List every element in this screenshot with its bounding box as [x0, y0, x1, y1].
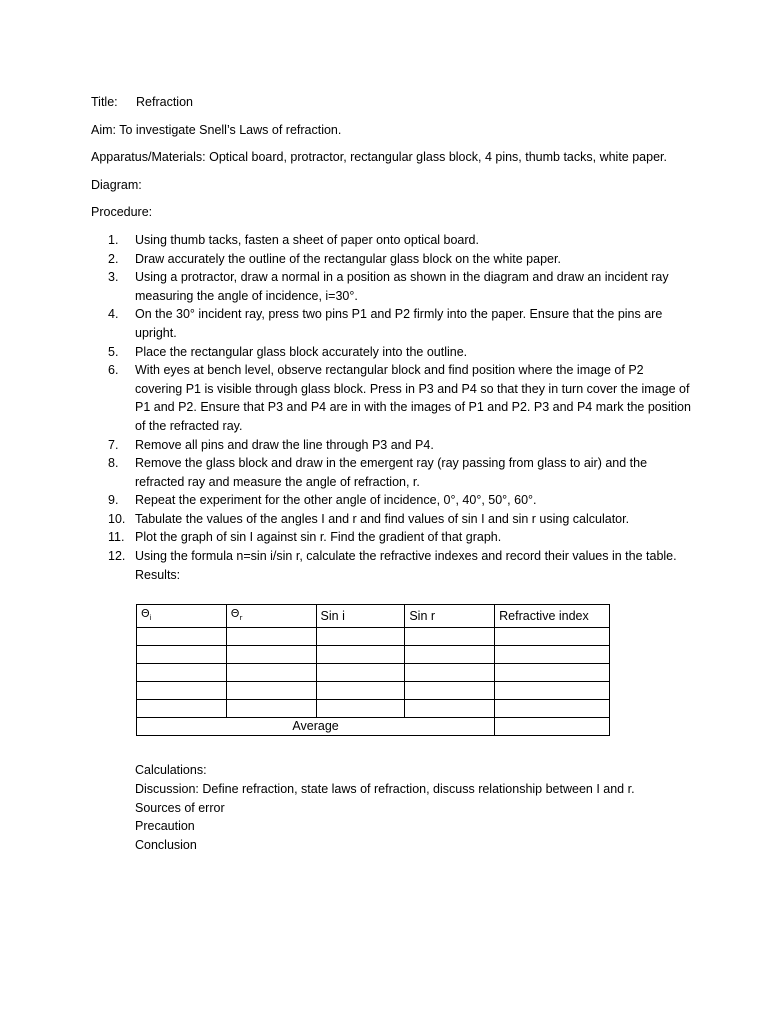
- precaution-heading: Precaution: [135, 819, 195, 834]
- title-line: [91, 93, 691, 112]
- step-text: Tabulate the values of the angles I and r and find values of sin I and sin r using calculator.: [135, 511, 630, 526]
- step-text: Remove all pins and draw the line through P3 and P4.: [135, 437, 434, 452]
- theta-subscript: i: [149, 614, 152, 623]
- step-number: 11.: [108, 530, 125, 545]
- theta-subscript: r: [239, 614, 243, 623]
- step-number: 9.: [108, 493, 119, 508]
- step-text: On the 30° incident ray, press two pins P1 and P2 firmly into the paper. Ensure that the pins are upright.: [135, 307, 663, 340]
- table-header-cell: [137, 605, 227, 628]
- table-header-cell: [226, 605, 316, 628]
- table-cell: [226, 628, 316, 646]
- step-number: 12.: [108, 549, 126, 564]
- step-text: Repeat the experiment for the other angle of incidence, 0°, 40°, 50°, 60°.: [135, 493, 537, 508]
- procedure-step: [91, 454, 691, 491]
- results-table: [136, 604, 610, 736]
- step-number: 6.: [108, 363, 119, 378]
- theta-symbol: $\Theta_i$: [141, 607, 152, 623]
- table-cell: [137, 664, 227, 682]
- table-cell: [316, 664, 405, 682]
- table-header-row: [137, 605, 610, 628]
- table-cell: [405, 646, 495, 664]
- step-text: Draw accurately the outline of the rectangular glass block on the white paper.: [135, 251, 561, 266]
- procedure-step: [91, 510, 691, 529]
- table-cell: [495, 646, 610, 664]
- diagram-heading: Diagram:: [91, 177, 142, 192]
- table-cell: [495, 664, 610, 682]
- table-cell: [226, 664, 316, 682]
- table-cell: [405, 628, 495, 646]
- table-cell: [495, 700, 610, 718]
- procedure-step: [91, 343, 691, 362]
- step-text: Remove the glass block and draw in the emergent ray (ray passing from glass to air) and the refracted ray and measure the angle of refraction, r.: [135, 456, 648, 489]
- table-cell: [316, 628, 405, 646]
- sources-of-error-heading: Sources of error: [135, 800, 225, 815]
- conclusion-heading: Conclusion: [135, 837, 197, 852]
- table-cell: [137, 682, 227, 700]
- table-row: [137, 646, 610, 664]
- table-cell: [316, 682, 405, 700]
- discussion-line: Discussion: Define refraction, state laws of refraction, discuss relationship between I and r.: [135, 782, 635, 797]
- calculations-heading: Calculations:: [135, 763, 207, 778]
- step-number: 4.: [108, 307, 119, 322]
- table-cell: [405, 664, 495, 682]
- procedure-step: [91, 268, 691, 305]
- step-number: 8.: [108, 456, 119, 471]
- title-value: Refraction: [136, 95, 193, 109]
- table-cell: [226, 700, 316, 718]
- table-header-cell: Sin r: [405, 605, 495, 628]
- document-page: [91, 93, 691, 854]
- step-number: 2.: [108, 251, 119, 266]
- table-cell: [137, 700, 227, 718]
- table-cell: [137, 628, 227, 646]
- table-row: [137, 628, 610, 646]
- table-row: [137, 700, 610, 718]
- closing-sections: [91, 761, 691, 854]
- table-cell: [137, 646, 227, 664]
- table-header-cell: Refractive index: [495, 605, 610, 628]
- average-row: [137, 718, 610, 736]
- average-value-cell: [495, 718, 610, 736]
- step-number: 5.: [108, 344, 119, 359]
- procedure-step: [91, 361, 691, 435]
- table-row: [137, 664, 610, 682]
- step-number: 1.: [108, 232, 119, 247]
- table-cell: [405, 682, 495, 700]
- procedure-heading: Procedure:: [91, 205, 153, 220]
- step-text: With eyes at bench level, observe rectangular block and find position where the image of P2 covering P1 is visible through glass block. Press in P3 and P4 so that they in turn cover the image of P1 and P2. Ensure that P3 and P4 are in with the images of P1 and P2. P3 and P4 mark the position of the refracted ray.: [135, 363, 691, 433]
- step-number: 10.: [108, 511, 126, 526]
- procedure-steps: [91, 231, 691, 566]
- step-text: Using the formula n=sin i/sin r, calculate the refractive indexes and record their values in the table.: [135, 549, 677, 564]
- results-heading: Results:: [135, 567, 181, 582]
- aim-line: Aim: To investigate Snell’s Laws of refraction.: [91, 122, 342, 137]
- procedure-step: [91, 250, 691, 269]
- table-cell: [226, 646, 316, 664]
- step-number: 7.: [108, 437, 119, 452]
- table-cell: [405, 700, 495, 718]
- title-label: Title:: [91, 95, 118, 109]
- table-cell: [226, 682, 316, 700]
- step-text: Plot the graph of sin I against sin r. Find the gradient of that graph.: [135, 530, 502, 545]
- procedure-step: [91, 305, 691, 342]
- step-text: Place the rectangular glass block accurately into the outline.: [135, 344, 468, 359]
- step-text: Using a protractor, draw a normal in a position as shown in the diagram and draw an incident ray measuring the angle of incidence, i=30°.: [135, 270, 669, 303]
- table-cell: [316, 700, 405, 718]
- procedure-step: [91, 528, 691, 547]
- apparatus-line: Apparatus/Materials: Optical board, protractor, rectangular glass block, 4 pins, thumb tacks, white paper.: [91, 150, 667, 165]
- table-row: [137, 682, 610, 700]
- table-header-cell: Sin i: [316, 605, 405, 628]
- theta-symbol: $\Theta_r$: [230, 607, 243, 623]
- average-label: Average: [137, 718, 495, 736]
- table-cell: [495, 628, 610, 646]
- procedure-step: [91, 491, 691, 510]
- procedure-step: [91, 436, 691, 455]
- step-text: Using thumb tacks, fasten a sheet of paper onto optical board.: [135, 232, 479, 247]
- table-cell: [495, 682, 610, 700]
- table-cell: [316, 646, 405, 664]
- procedure-step: [91, 547, 691, 566]
- procedure-step: [91, 231, 691, 250]
- step-number: 3.: [108, 270, 119, 285]
